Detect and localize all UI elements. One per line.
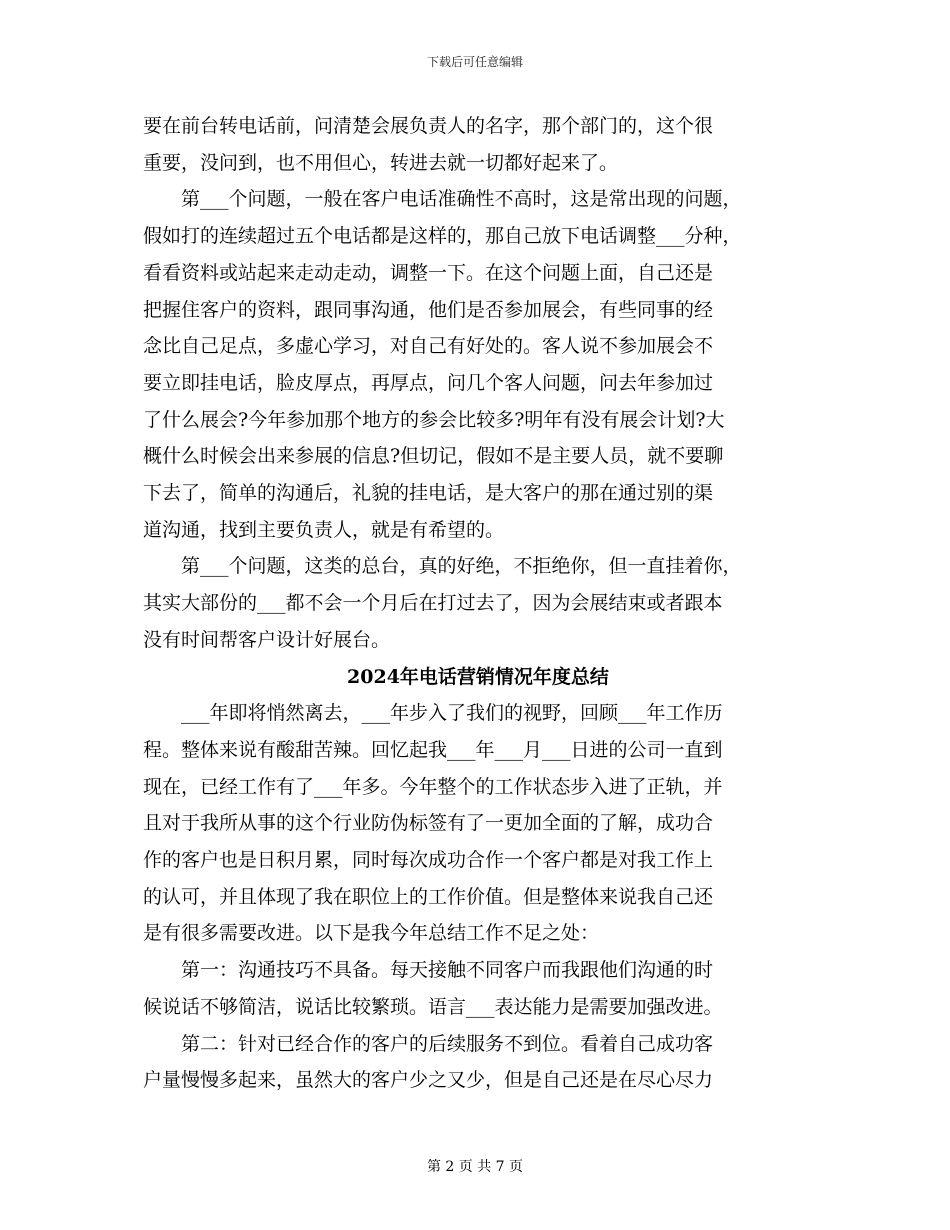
- text-line: 道沟通，找到主要负责人，就是有希望的。: [143, 518, 505, 541]
- paragraph: [143, 952, 813, 1025]
- paragraph: [143, 108, 813, 181]
- paragraphs-before: [143, 108, 813, 659]
- text-line: ___年即将悄然离去，___年步入了我们的视野，回顾___年工作历: [181, 702, 723, 725]
- text-line: 把握住客户的资料，跟同事沟通，他们是否参加展会，有些同事的经: [143, 298, 714, 321]
- text-line: 第一：沟通技巧不具备。每天接触不同客户而我跟他们沟通的时: [181, 959, 714, 982]
- text-line: 下去了，简单的沟通后，礼貌的挂电话，是大客户的那在通过别的渠: [143, 482, 714, 505]
- text-line: 没有时间帮客户设计好展台。: [143, 628, 391, 651]
- paragraph: [143, 1026, 813, 1099]
- text-line: 程。整体来说有酸甜苦辣。回忆起我___年___月___日进的公司一直到: [143, 738, 723, 761]
- text-line: 看看资料或站起来走动走动，调整一下。在这个问题上面，自己还是: [143, 261, 714, 284]
- text-line: 要在前台转电话前，问清楚会展负责人的名字，那个部门的，这个很: [143, 115, 714, 137]
- text-line: 重要，没问到，也不用但心，转进去就一切都好起来了。: [143, 151, 619, 174]
- document-body: [143, 108, 813, 1099]
- text-line: 念比自己足点，多虚心学习，对自己有好处的。客人说不参加展会不: [143, 335, 714, 358]
- page-footer: 第 2 页 共 7 页: [426, 1159, 524, 1175]
- text-line: 第___个问题，这类的总台，真的好绝，不拒绝你，但一直挂着你，: [181, 555, 742, 578]
- paragraph: [143, 695, 813, 952]
- text-line: 其实大部份的___都不会一个月后在打过去了，因为会展结束或者跟本: [143, 592, 723, 615]
- text-line: 概什么时候会出来参展的信息?但切记，假如不是主要人员，就不要聊: [143, 445, 724, 468]
- section-title: 2024年电话营销情况年度总结: [347, 665, 609, 688]
- text-line: 假如打的连续超过五个电话都是这样的，那自己放下电话调整___分种，: [143, 225, 742, 248]
- text-line: 作的客户也是日积月累，同时每次成功合作一个客户都是对我工作上: [143, 849, 714, 872]
- text-line: 是有很多需要改进。以下是我今年总结工作不足之处：: [143, 922, 600, 945]
- text-line: 现在，已经工作有了___年多。今年整个的工作状态步入进了正轨，并: [143, 775, 723, 798]
- text-line: 第二：针对已经合作的客户的后续服务不到位。看着自己成功客: [181, 1032, 714, 1055]
- text-line: 户量慢慢多起来，虽然大的客户少之又少，但是自己还是在尽心尽力: [143, 1069, 714, 1092]
- text-line: 的认可，并且体现了我在职位上的工作价值。但是整体来说我自己还: [143, 885, 714, 908]
- paragraphs-after: [143, 695, 813, 1099]
- text-line: 要立即挂电话，脸皮厚点，再厚点，问几个客人问题，问去年参加过: [143, 371, 714, 394]
- text-line: 且对于我所从事的这个行业防伪标签有了一更加全面的了解，成功合: [143, 812, 714, 835]
- paragraph: [143, 181, 813, 548]
- text-line: 候说话不够简洁，说话比较繁琐。语言___表达能力是需要加强改进。: [143, 995, 723, 1018]
- paragraph: [143, 548, 813, 658]
- text-line: 第___个问题，一般在客户电话准确性不高时，这是常出现的问题，: [181, 188, 742, 211]
- text-line: 了什么展会?今年参加那个地方的参会比较多?明年有没有展会计划?大: [143, 408, 725, 431]
- page-header: 下载后可任意编辑: [426, 55, 523, 69]
